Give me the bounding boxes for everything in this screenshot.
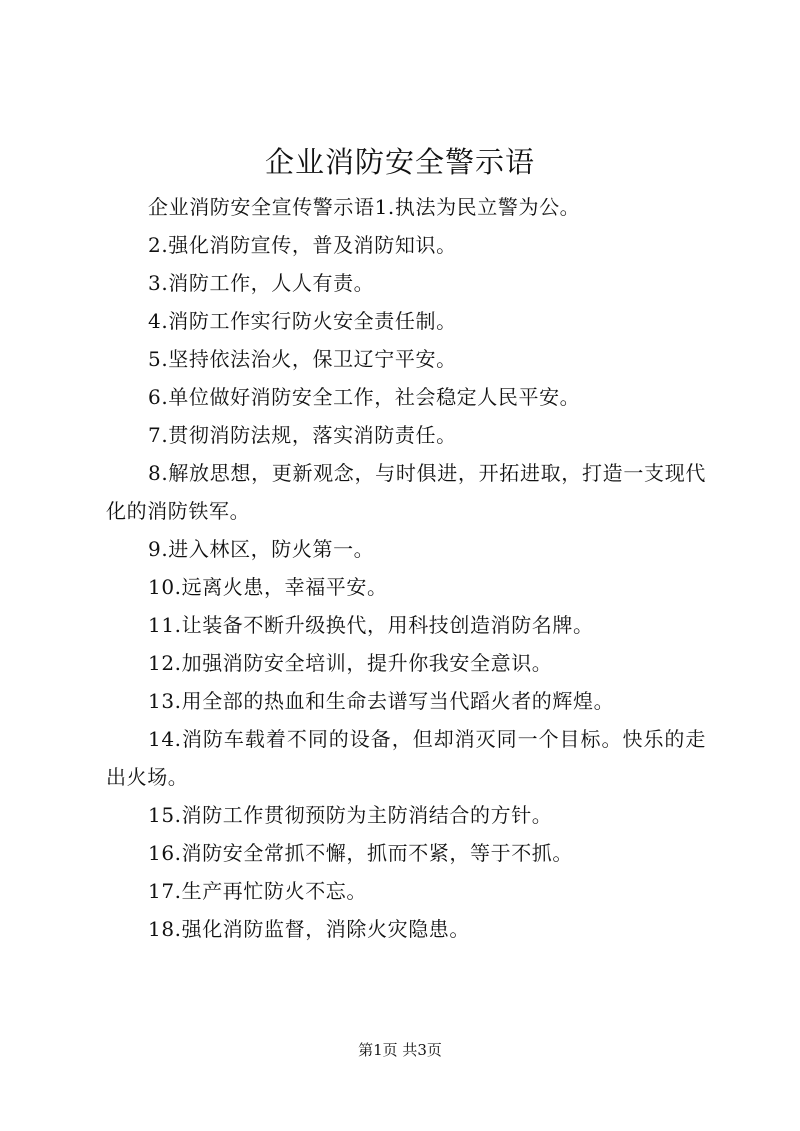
paragraph: 14.消防车载着不同的设备，但却消灭同一个目标。快乐的走出火场。 bbox=[106, 727, 706, 789]
paragraph: 7.贯彻消防法规，落实消防责任。 bbox=[148, 423, 457, 447]
paragraph: 企业消防安全宣传警示语1.执法为民立警为公。 bbox=[148, 195, 581, 219]
paragraph: 10.远离火患，幸福平安。 bbox=[148, 575, 388, 599]
paragraph: 16.消防安全常抓不懈，抓而不紧，等于不抓。 bbox=[148, 841, 574, 865]
document-title: 企业消防安全警示语 bbox=[264, 145, 535, 179]
paragraph: 15.消防工作贯彻预防为主防消结合的方针。 bbox=[148, 803, 553, 827]
paragraph: 17.生产再忙防火不忘。 bbox=[148, 879, 368, 903]
paragraph: 5.坚持依法治火，保卫辽宁平安。 bbox=[148, 347, 457, 371]
paragraph: 13.用全部的热血和生命去谱写当代蹈火者的辉煌。 bbox=[148, 689, 615, 713]
paragraph: 4.消防工作实行防火安全责任制。 bbox=[148, 309, 457, 333]
paragraph: 6.单位做好消防安全工作，社会稳定人民平安。 bbox=[148, 385, 581, 409]
document-body bbox=[106, 188, 706, 948]
paragraph: 18.强化消防监督，消除火灾隐患。 bbox=[148, 917, 471, 941]
paragraph: 9.进入林区，防火第一。 bbox=[148, 537, 375, 561]
paragraph: 11.让装备不断升级换代，用科技创造消防名牌。 bbox=[148, 613, 594, 637]
paragraph: 8.解放思想，更新观念，与时俱进，开拓进取，打造一支现代化的消防铁军。 bbox=[106, 461, 706, 523]
paragraph: 2.强化消防宣传，普及消防知识。 bbox=[148, 233, 457, 257]
page-footer: 第1页 共3页 bbox=[358, 1041, 442, 1059]
paragraph: 3.消防工作，人人有责。 bbox=[148, 271, 375, 295]
paragraph: 12.加强消防安全培训，提升你我安全意识。 bbox=[148, 651, 553, 675]
